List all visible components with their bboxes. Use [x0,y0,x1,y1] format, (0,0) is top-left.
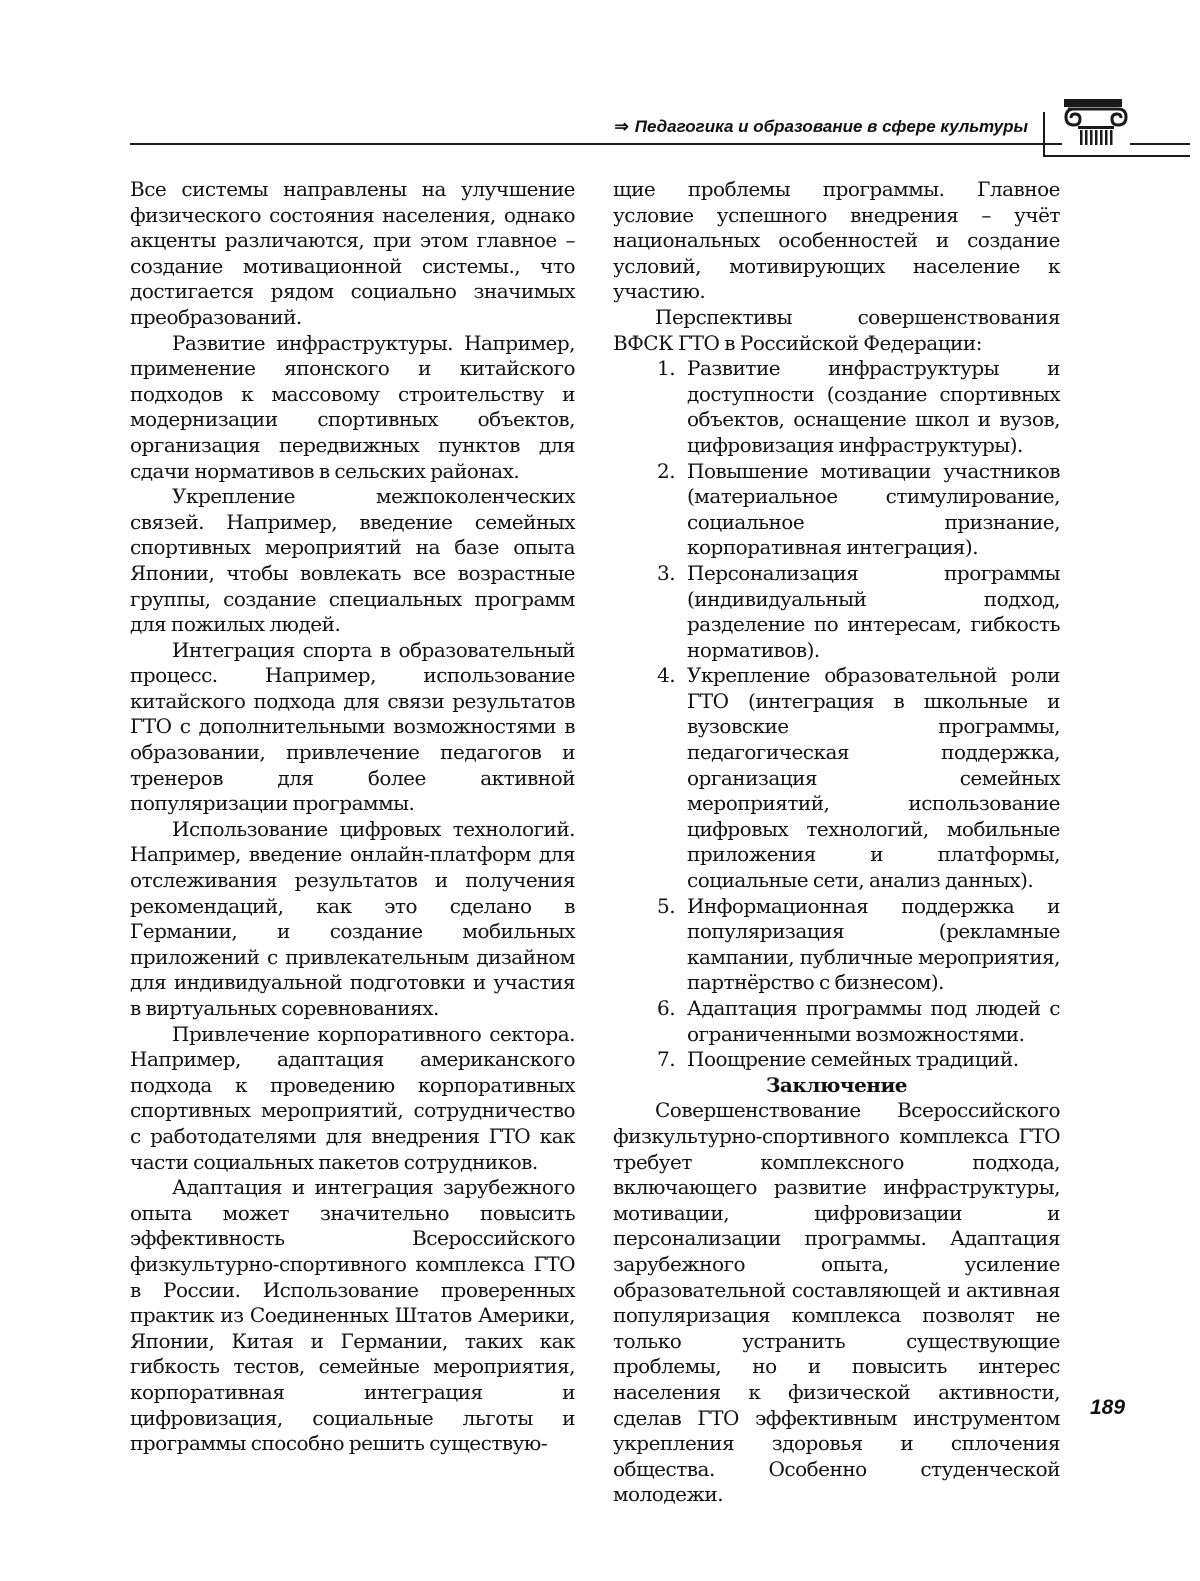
list-item: 3. Персонализация программы (индивидуальный подход, разделение по интересам, гибкость нормативов). [657,560,1060,662]
paragraph: Развитие инфраструктуры. Например, применение японского и китайского подходов к массовому строительству и модернизации спортивных объектов, организация передвижных пунктов для сдачи нормативов в сельских районах. [130,330,575,483]
paragraph: щие проблемы программы. Главное условие успешного внедрения – учёт национальных особенностей и создание условий, мотивирующих население к участию. [613,177,1060,304]
list-item: 4. Укрепление образовательной роли ГТО (интеграция в школьные и вузовские программы, педагогическая поддержка, организация семейных мероприятий, использование цифровых технологий, мобильные приложения и платформы, социальные сети, анализ данных). [657,663,1060,893]
paragraph: Укрепление межпоколенческих связей. Например, введение семейных спортивных мероприятий на базе опыта Японии, чтобы вовлекать все возрастные группы, создание специальных программ для пожилых людей. [130,484,575,637]
list-item: 2. Повышение мотивации участников (материальное стимулирование, социальное признание, корпоративная интеграция). [657,458,1060,560]
list-item: 1. Развитие инфраструктуры и доступности (создание спортивных объектов, оснащение школ и вузов, цифровизация инфраструктуры). [657,356,1060,457]
paragraph: Использование цифровых технологий. Например, введение онлайн-платформ для отслеживания результатов и получения рекомендаций, как это сделано в Германии, и создание мобильных приложений с привлекательным дизайном для индивидуальной подготовки и участия в виртуальных соревнованиях. [130,816,575,1020]
list-item: 7. Поощрение семейных традиций. [657,1047,1019,1072]
running-header [615,117,1028,137]
perspectives-list [613,356,1060,1073]
ionic-capital-icon [1062,95,1130,145]
page-number: 189 [1090,1396,1126,1419]
header-rule [130,143,1190,145]
left-column [130,177,575,1457]
double-arrow-icon: ⇒ [614,117,629,136]
paragraph: Все системы направлены на улучшение физического состояния населения, однако акценты различаются, при этом главное – создание мотивационной системы., что достигается рядом социально значимых преобразований. [130,177,575,329]
list-item: 6. Адаптация программы под людей с ограниченными возможностями. [657,996,1060,1046]
paragraph: Интеграция спорта в образовательный процесс. Например, использование китайского подхода для связи результатов ГТО с дополнительными возможностями в образовании, привлечение педагогов и тренеров для более активной популяризации программы. [130,637,575,816]
paragraph: Привлечение корпоративного сектора. Например, адаптация американского подхода к проведению корпоративных спортивных мероприятий, сотрудничество с работодателями для внедрения ГТО как части социальных пакетов сотрудников. [130,1021,575,1174]
conclusion-heading: Заключение [766,1072,907,1097]
conclusion-paragraph: Совершенствование Всероссийского физкультурно-спортивного комплекса ГТО требует комплексного подхода, включающего развитие инфраструктуры, мотивации, цифровизации и персонализации программы. Адаптация зарубежного опыта, усиление образовательной составляющей и активная популяризация комплекса позволят не только устранить существующие проблемы, но и повысить интерес населения к физической активности, сделав ГТО эффективным инструментом укрепления здоровья и сплочения общества. Особенно студенческой молодежи. [613,1098,1060,1507]
running-header-title: Педагогика и образование в сфере культуры [634,117,1028,136]
paragraph: Адаптация и интеграция зарубежного опыта может значительно повысить эффективность Всероссийского физкультурно-спортивного комплекса ГТО в России. Использование проверенных практик из Соединенных Штатов Америки, Японии, Китая и Германии, таких как гибкость тестов, семейные мероприятия, корпоративная интеграция и цифровизация, социальные льготы и программы способно решить существую- [130,1175,575,1456]
list-intro: Перспективы совершенствования ВФСК ГТО в Российской Федерации: [613,304,1060,355]
list-item: 5. Информационная поддержка и популяризация (рекламные кампании, публичные мероприятия, партнёрство с бизнесом). [657,893,1060,995]
right-column [613,177,1060,1508]
